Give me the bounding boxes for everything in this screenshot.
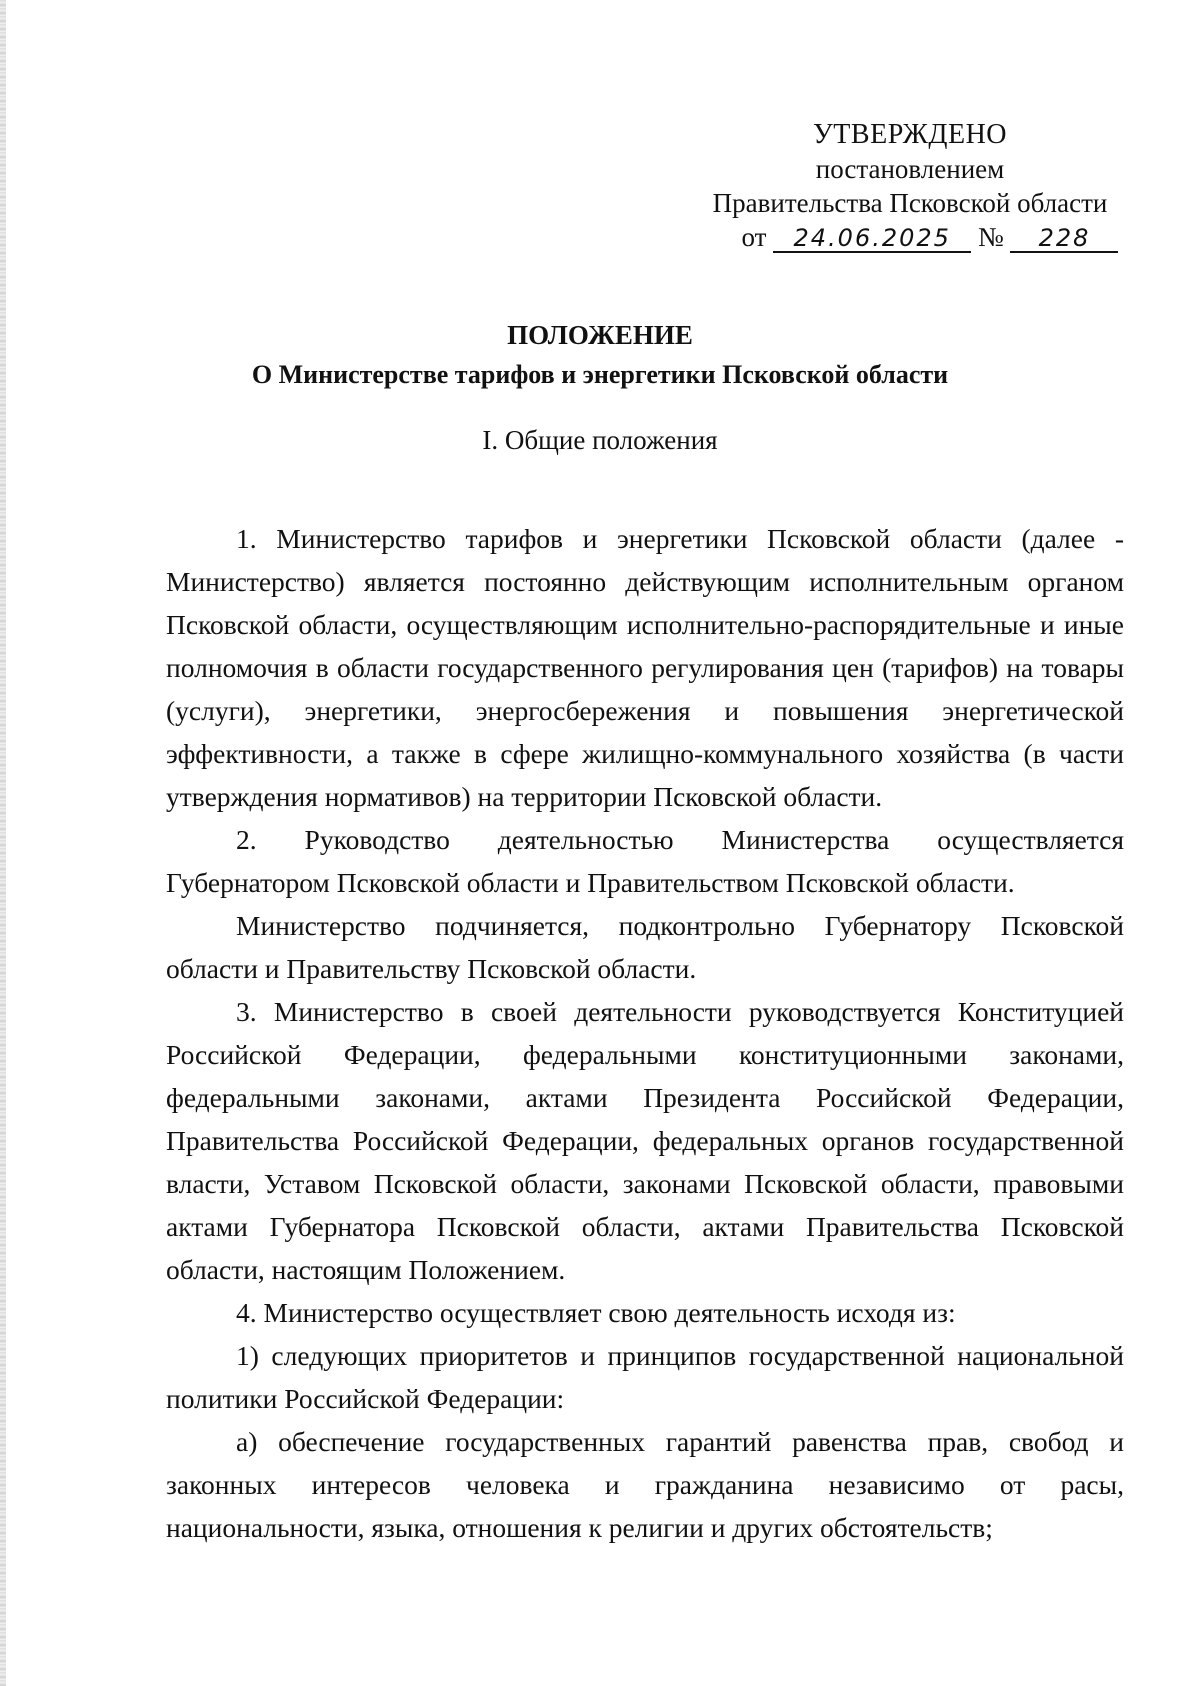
approval-title: УТВЕРЖДЕНО xyxy=(812,119,1008,150)
approval-line-government: Правительства Псковской области xyxy=(712,188,1108,218)
paragraph-4-item-1a: а) обеспечение государственных гарантий равенства прав, свобод и законных интересов человека и гражданина независимо от расы, национальности, языка, отношения к религии и других обстоятельств; xyxy=(166,1426,1124,1543)
paragraph-4-item-1: 1) следующих приоритетов и принципов государственной национальной политики Российской Федерации: xyxy=(166,1340,1124,1414)
scan-edge xyxy=(0,0,6,1686)
handwritten-number: 228 xyxy=(1010,225,1118,253)
paragraph-2: 2. Руководство деятельностью Министерства осуществляется Губернатором Псковской области и Правительством Псковской области. xyxy=(166,824,1124,898)
number-prefix: № xyxy=(977,222,1004,252)
document-title: ПОЛОЖЕНИЕ xyxy=(507,320,693,350)
document-body xyxy=(166,517,1124,1549)
handwritten-date: 24.06.2025 xyxy=(773,225,971,253)
paragraph-1: 1. Министерство тарифов и энергетики Псковской области (далее - Министерство) является постоянно действующим исполнительным органом Псковской области, осуществляющим исполнительно-распорядительные и иные полномочия в области государственного регулирования цен (тарифов) на товары (услуги), энергетики, энергосбережения и повышения энергетической эффективности, а также в сфере жилищно-коммунального хозяйства (в части утверждения нормативов) на территории Псковской области. xyxy=(166,523,1124,812)
approval-line-decree: постановлением xyxy=(815,154,1005,184)
date-prefix: от xyxy=(741,222,767,252)
paragraph-2-continued: Министерство подчиняется, подконтрольно Губернатору Псковской области и Правительству Псковской области. xyxy=(166,910,1124,984)
paragraph-3: 3. Министерство в своей деятельности руководствуется Конституцией Российской Федерации, федеральными конституционными законами, федеральными законами, актами Президента Российской Федерации, Правительства Российской Федерации, федеральных органов государственной власти, Уставом Псковской области, законами Псковской области, правовыми актами Губернатора Псковской области, актами Правительства Псковской области, настоящим Положением. xyxy=(166,996,1124,1285)
paragraph-4: 4. Министерство осуществляет свою деятельность исходя из: xyxy=(236,1297,956,1328)
document-subtitle: О Министерстве тарифов и энергетики Псковской области xyxy=(251,360,949,389)
approval-date-line xyxy=(695,220,1125,254)
approval-stamp xyxy=(695,118,1125,254)
section-heading: I. Общие положения xyxy=(482,425,718,455)
document-title-block xyxy=(0,315,1200,395)
